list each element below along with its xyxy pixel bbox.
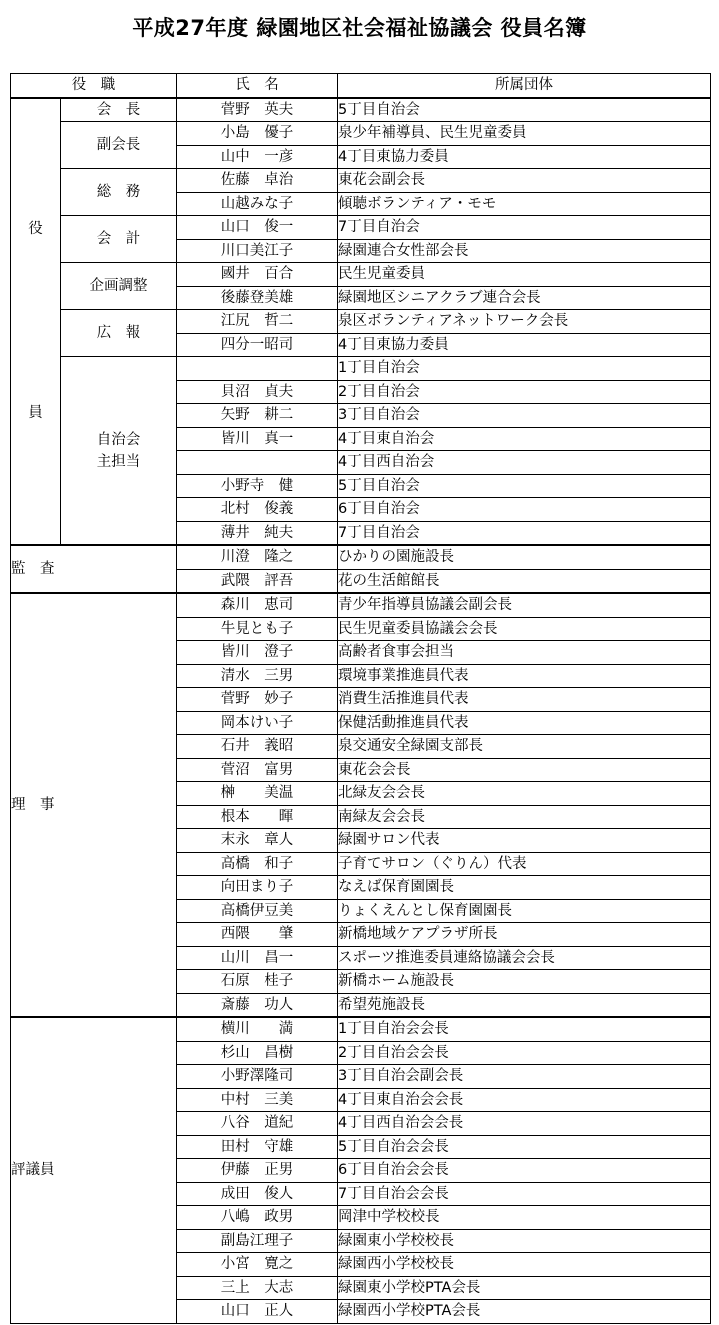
member-name: 森川 恵司 xyxy=(177,593,338,617)
member-org: 7丁目自治会 xyxy=(338,216,711,240)
member-name: 高橋伊豆美 xyxy=(177,899,338,923)
header-role: 役 職 xyxy=(11,74,177,98)
member-name: 高橋 和子 xyxy=(177,852,338,876)
directors-label: 理 事 xyxy=(11,593,177,1017)
member-name: 三上 大志 xyxy=(177,1276,338,1300)
member-name: 牛見とも子 xyxy=(177,617,338,641)
member-name: 山越みな子 xyxy=(177,192,338,216)
member-name: 田村 守雄 xyxy=(177,1135,338,1159)
member-org: 4丁目東協力委員 xyxy=(338,145,711,169)
member-name: 國井 百合 xyxy=(177,263,338,287)
roster-body xyxy=(11,98,711,1324)
role-label: 総 務 xyxy=(96,184,141,200)
member-org: 緑園東小学校校長 xyxy=(338,1229,711,1253)
table-row xyxy=(11,122,711,146)
table-row xyxy=(11,263,711,287)
member-name: 後藤登美雄 xyxy=(177,286,338,310)
member-name: 中村 三美 xyxy=(177,1088,338,1112)
member-org: 岡津中学校校長 xyxy=(338,1206,711,1230)
member-name: 四分一昭司 xyxy=(177,333,338,357)
member-org: 青少年指導員協議会副会長 xyxy=(338,593,711,617)
member-org: 消費生活推進員代表 xyxy=(338,688,711,712)
member-name: 皆川 澄子 xyxy=(177,641,338,665)
member-org: 2丁目自治会 xyxy=(338,380,711,404)
member-org: 希望苑施設長 xyxy=(338,993,711,1017)
header-row xyxy=(11,74,711,98)
member-org: 泉交通安全緑園支部長 xyxy=(338,735,711,759)
member-org: 民生児童委員協議会会長 xyxy=(338,617,711,641)
member-name: 横川 満 xyxy=(177,1017,338,1041)
member-org: 3丁目自治会副会長 xyxy=(338,1065,711,1089)
member-name: 八谷 道紀 xyxy=(177,1112,338,1136)
table-row xyxy=(11,98,711,122)
member-org: 高齢者食事会担当 xyxy=(338,641,711,665)
member-name: 小野寺 健 xyxy=(177,474,338,498)
member-name: 末永 章人 xyxy=(177,829,338,853)
member-org: 民生児童委員 xyxy=(338,263,711,287)
member-org: 6丁目自治会 xyxy=(338,498,711,522)
member-name: 佐藤 卓治 xyxy=(177,169,338,193)
member-name: 小宮 寛之 xyxy=(177,1253,338,1277)
member-name: 岡本けい子 xyxy=(177,711,338,735)
member-org: 緑園東小学校PTA会長 xyxy=(338,1276,711,1300)
member-org: 1丁目自治会 xyxy=(338,357,711,381)
member-name: 江尻 哲二 xyxy=(177,310,338,334)
role-cell xyxy=(61,357,177,546)
role-cell xyxy=(61,263,177,310)
member-org: 4丁目東協力委員 xyxy=(338,333,711,357)
member-name: 矢野 耕二 xyxy=(177,404,338,428)
member-name: 菅野 妙子 xyxy=(177,688,338,712)
member-name: 北村 俊義 xyxy=(177,498,338,522)
role-label: 副会長 xyxy=(96,137,141,153)
role-cell xyxy=(61,216,177,263)
role-cell xyxy=(61,98,177,122)
officers-label xyxy=(11,98,61,546)
member-name: 石井 義昭 xyxy=(177,735,338,759)
member-name xyxy=(177,451,338,475)
roster-table xyxy=(10,73,711,1324)
member-org: 環境事業推進員代表 xyxy=(338,664,711,688)
member-name: 西隈 肇 xyxy=(177,923,338,947)
member-org: 東花会副会長 xyxy=(338,169,711,193)
member-org: 東花会会長 xyxy=(338,758,711,782)
member-name: 小島 優子 xyxy=(177,122,338,146)
auditors-label: 監 査 xyxy=(11,545,177,593)
member-name: 山中 一彦 xyxy=(177,145,338,169)
member-org: なえば保育園園長 xyxy=(338,876,711,900)
header-org: 所属団体 xyxy=(338,74,711,98)
role-cell xyxy=(61,310,177,357)
label-spacer xyxy=(11,236,60,406)
role-cell xyxy=(61,169,177,216)
member-org: 北緑友会会長 xyxy=(338,782,711,806)
officers-label-bottom: 員 xyxy=(28,405,43,422)
member-name: 貝沼 貞夫 xyxy=(177,380,338,404)
member-org: 5丁目自治会会長 xyxy=(338,1135,711,1159)
member-org: 緑園西小学校校長 xyxy=(338,1253,711,1277)
member-name: 武隈 評吾 xyxy=(177,569,338,593)
table-row xyxy=(11,216,711,240)
member-name: 山口 俊一 xyxy=(177,216,338,240)
member-org: 新橋ホーム施設長 xyxy=(338,970,711,994)
member-org: 4丁目西自治会会長 xyxy=(338,1112,711,1136)
member-name: 榊 美温 xyxy=(177,782,338,806)
role-label: 自治会 xyxy=(96,431,141,448)
member-org: 南緑友会会長 xyxy=(338,805,711,829)
member-org: 5丁目自治会 xyxy=(338,98,711,122)
member-name: 向田まり子 xyxy=(177,876,338,900)
member-org: 1丁目自治会会長 xyxy=(338,1017,711,1041)
member-name: 伊藤 正男 xyxy=(177,1159,338,1183)
member-org: 花の生活館館長 xyxy=(338,569,711,593)
member-org: 緑園連合女性部会長 xyxy=(338,239,711,263)
member-org: 緑園西小学校PTA会長 xyxy=(338,1300,711,1324)
member-org: 4丁目西自治会 xyxy=(338,451,711,475)
member-org: 緑園地区シニアクラブ連合会長 xyxy=(338,286,711,310)
member-name: 副島江理子 xyxy=(177,1229,338,1253)
member-name: 皆川 真一 xyxy=(177,427,338,451)
member-org: スポーツ推進委員連絡協議会会長 xyxy=(338,946,711,970)
member-name: 杉山 昌樹 xyxy=(177,1041,338,1065)
member-org: 傾聴ボランティア・モモ xyxy=(338,192,711,216)
member-org: 7丁目自治会 xyxy=(338,521,711,545)
role-label: 広 報 xyxy=(96,325,141,341)
member-name: 石原 桂子 xyxy=(177,970,338,994)
member-name: 小野澤隆司 xyxy=(177,1065,338,1089)
member-org: 5丁目自治会 xyxy=(338,474,711,498)
member-name: 山口 正人 xyxy=(177,1300,338,1324)
member-org: 泉区ボランティアネットワーク会長 xyxy=(338,310,711,334)
member-name: 山川 昌一 xyxy=(177,946,338,970)
member-org: 泉少年補導員、民生児童委員 xyxy=(338,122,711,146)
table-row xyxy=(11,593,711,617)
table-row xyxy=(11,1017,711,1041)
member-name: 薄井 純夫 xyxy=(177,521,338,545)
member-org: 緑園サロン代表 xyxy=(338,829,711,853)
role-label: 会 計 xyxy=(96,231,141,247)
member-name xyxy=(177,357,338,381)
role-label: 会 長 xyxy=(96,101,141,118)
member-org: 4丁目東自治会 xyxy=(338,427,711,451)
member-org: 6丁目自治会会長 xyxy=(338,1159,711,1183)
member-org: 3丁目自治会 xyxy=(338,404,711,428)
document-title: 平成27年度 緑園地区社会福祉協議会 役員名簿 xyxy=(132,16,587,40)
role-label: 主担当 xyxy=(96,453,141,470)
member-name: 菅野 英夫 xyxy=(177,98,338,122)
member-org: 7丁目自治会会長 xyxy=(338,1182,711,1206)
header-name: 氏 名 xyxy=(177,74,338,98)
member-name: 清水 三男 xyxy=(177,664,338,688)
member-name: 成田 俊人 xyxy=(177,1182,338,1206)
member-org: 2丁目自治会会長 xyxy=(338,1041,711,1065)
member-name: 八嶋 政男 xyxy=(177,1206,338,1230)
member-org: りょくえんとし保育園園長 xyxy=(338,899,711,923)
member-name: 川澄 隆之 xyxy=(177,545,338,569)
member-name: 根本 暉 xyxy=(177,805,338,829)
role-label: 企画調整 xyxy=(89,278,148,294)
member-org: ひかりの園施設長 xyxy=(338,545,711,569)
table-row xyxy=(11,310,711,334)
member-org: 新橋地域ケアプラザ所長 xyxy=(338,923,711,947)
table-row xyxy=(11,545,711,569)
member-name: 菅沼 富男 xyxy=(177,758,338,782)
member-org: 子育てサロン（ぐりん）代表 xyxy=(338,852,711,876)
member-org: 保健活動推進員代表 xyxy=(338,711,711,735)
officers-label-top: 役 xyxy=(28,220,43,237)
table-row xyxy=(11,357,711,381)
member-name: 斎藤 功人 xyxy=(177,993,338,1017)
councilors-label: 評議員 xyxy=(11,1017,177,1323)
member-org: 4丁目東自治会会長 xyxy=(338,1088,711,1112)
role-cell xyxy=(61,122,177,169)
member-name: 川口美江子 xyxy=(177,239,338,263)
table-row xyxy=(11,169,711,193)
